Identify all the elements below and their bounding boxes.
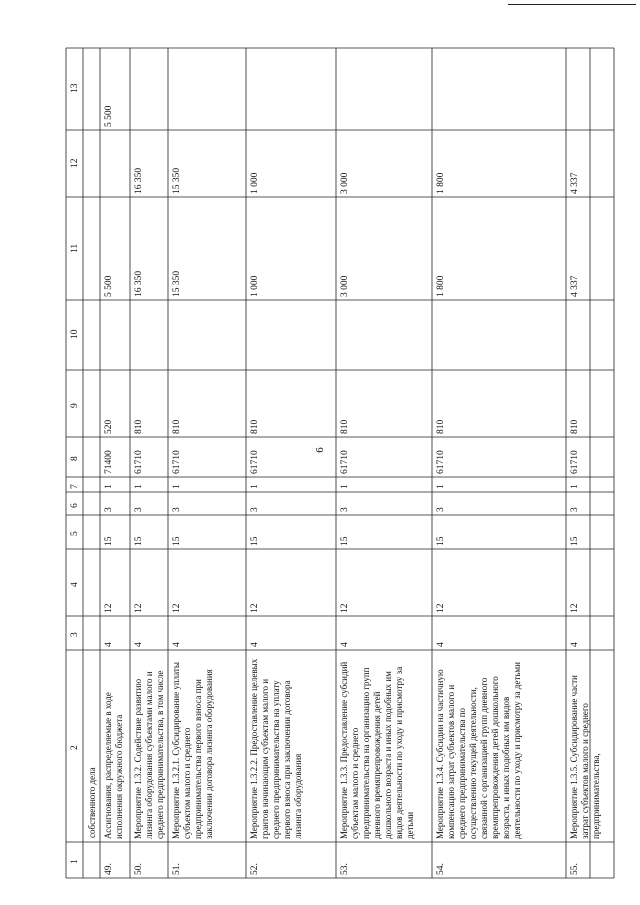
row-c3: 4 xyxy=(436,642,446,647)
row-c5: 15 xyxy=(570,536,580,546)
row-name: Мероприятие 1.3.2.1. Субсидирование уплаты субъектом малого и среднего предпринимательства первого взноса при заключении договора лизинга оборудования xyxy=(171,662,214,839)
row-c9: 810 xyxy=(172,419,182,434)
row-c11: 5 500 xyxy=(104,275,114,297)
row-c3: 4 xyxy=(172,642,182,647)
column-number: 11 xyxy=(70,243,80,253)
column-number: 6 xyxy=(70,502,80,508)
row-c7: 1 xyxy=(570,484,580,489)
column-number: 13 xyxy=(70,83,80,93)
row-c6: 3 xyxy=(340,507,350,512)
row-c11: 3 000 xyxy=(340,275,350,297)
row-c3: 4 xyxy=(570,642,580,647)
row-c12: 1 800 xyxy=(436,172,446,194)
row-c4: 12 xyxy=(340,603,350,613)
row-c12: 3 000 xyxy=(340,172,350,194)
row-id: 54. xyxy=(436,863,446,875)
column-number: 3 xyxy=(70,632,80,637)
row-c8: 61710 xyxy=(172,450,182,474)
row-c12: 15 350 xyxy=(172,167,182,194)
row-c7: 1 xyxy=(250,484,260,489)
row-c4: 12 xyxy=(250,603,260,613)
row-c3: 4 xyxy=(134,642,144,647)
row-c4: 12 xyxy=(436,603,446,613)
column-number: 4 xyxy=(70,581,80,587)
row-c12: 1 000 xyxy=(250,172,260,194)
row-c3: 4 xyxy=(250,642,260,647)
row-c5: 15 xyxy=(250,536,260,546)
row-c11: 15 350 xyxy=(172,270,182,297)
row-c8: 61710 xyxy=(134,450,144,474)
row-c6: 3 xyxy=(172,507,182,512)
row-c5: 15 xyxy=(340,536,350,546)
column-number: 8 xyxy=(70,456,80,461)
row-c5: 15 xyxy=(104,536,114,546)
row-c11: 1 800 xyxy=(436,275,446,297)
row-c4: 12 xyxy=(134,603,144,613)
row-c8: 61710 xyxy=(436,450,446,474)
column-number: 7 xyxy=(70,483,80,489)
row-c9: 810 xyxy=(436,419,446,434)
row-id: 49. xyxy=(104,863,114,875)
row-c6: 3 xyxy=(104,507,114,512)
row-c5: 15 xyxy=(172,536,182,546)
row-name: Ассигнования, распределяемые в ходе исполнения окружного бюджета xyxy=(103,692,124,839)
row-c9: 810 xyxy=(340,419,350,434)
row-name: Мероприятие 1.3.2.2. Предоставление целевых грантов начинающим субъектам малого и среднего предпринимательства на уплату первого взноса при заключении договора лизинга оборудования xyxy=(249,658,303,839)
row-id: 53. xyxy=(340,863,350,875)
row-c13: 5 500 xyxy=(104,105,114,127)
row-c11: 4 337 xyxy=(570,275,580,297)
row-c3: 4 xyxy=(104,642,114,647)
row-name: Мероприятие 1.3.4. Субсидии на частичную компенсацию затрат субъектов малого и среднего предпринимательства по осуществлению текущей деятельности, связанной с организацией групп дневного времяпрепровождения детей дошкольного возраста, и иных подобных им видов деятельности по уходу и присмотру за детьми xyxy=(435,662,522,839)
row-c9: 810 xyxy=(570,419,580,434)
row-c7: 1 xyxy=(436,484,446,489)
column-number: 12 xyxy=(70,158,80,168)
column-number: 1 xyxy=(70,859,80,864)
row-c8: 61710 xyxy=(570,450,580,474)
column-number: 9 xyxy=(70,402,80,408)
column-number: 10 xyxy=(70,329,80,339)
row-c7: 1 xyxy=(172,484,182,489)
continuation-text: собственного дела xyxy=(87,767,97,838)
row-id: 50. xyxy=(134,863,144,875)
row-c6: 3 xyxy=(250,507,260,512)
row-c9: 810 xyxy=(250,419,260,434)
row-c8: 71400 xyxy=(104,450,114,474)
row-c9: 520 xyxy=(104,419,114,434)
row-c6: 3 xyxy=(134,507,144,512)
row-c7: 1 xyxy=(340,484,350,489)
row-id: 51. xyxy=(172,863,182,875)
row-c6: 3 xyxy=(570,507,580,512)
row-c7: 1 xyxy=(104,484,114,489)
column-number: 5 xyxy=(70,531,80,536)
row-name: Мероприятие 1.3.3. Предоставление субсидий субъектам малого и среднего предпринимательства на организацию групп дневного времяпрепровождения детей дошкольного возраста и иных подобных им видов деятельности по уходу и присмотру за детьми xyxy=(339,661,415,839)
row-c12: 4 337 xyxy=(570,172,580,194)
row-c7: 1 xyxy=(134,484,144,489)
row-name: Мероприятие 1.3.5. Субсидирование части затрат субъектов малого и среднего предпринимательства, xyxy=(569,675,601,839)
row-c5: 15 xyxy=(134,536,144,546)
row-c11: 16 350 xyxy=(134,270,144,297)
row-c3: 4 xyxy=(340,642,350,647)
row-id: 52. xyxy=(250,863,260,875)
row-id: 55. xyxy=(570,863,580,875)
row-c12: 16 350 xyxy=(134,167,144,194)
row-c6: 3 xyxy=(436,507,446,512)
row-c4: 12 xyxy=(104,603,114,613)
column-number: 2 xyxy=(70,745,80,750)
row-c9: 810 xyxy=(134,419,144,434)
row-name: Мероприятие 1.3.2. Содействие развитию лизинга оборудования субъектами малого и среднего предпринимательства, в том числе xyxy=(133,670,165,839)
page-number: 6 xyxy=(314,447,326,453)
row-c4: 12 xyxy=(570,603,580,613)
row-c8: 61710 xyxy=(340,450,350,474)
row-c4: 12 xyxy=(172,603,182,613)
row-c5: 15 xyxy=(436,536,446,546)
row-c11: 1 000 xyxy=(250,275,260,297)
row-c8: 61710 xyxy=(250,450,260,474)
